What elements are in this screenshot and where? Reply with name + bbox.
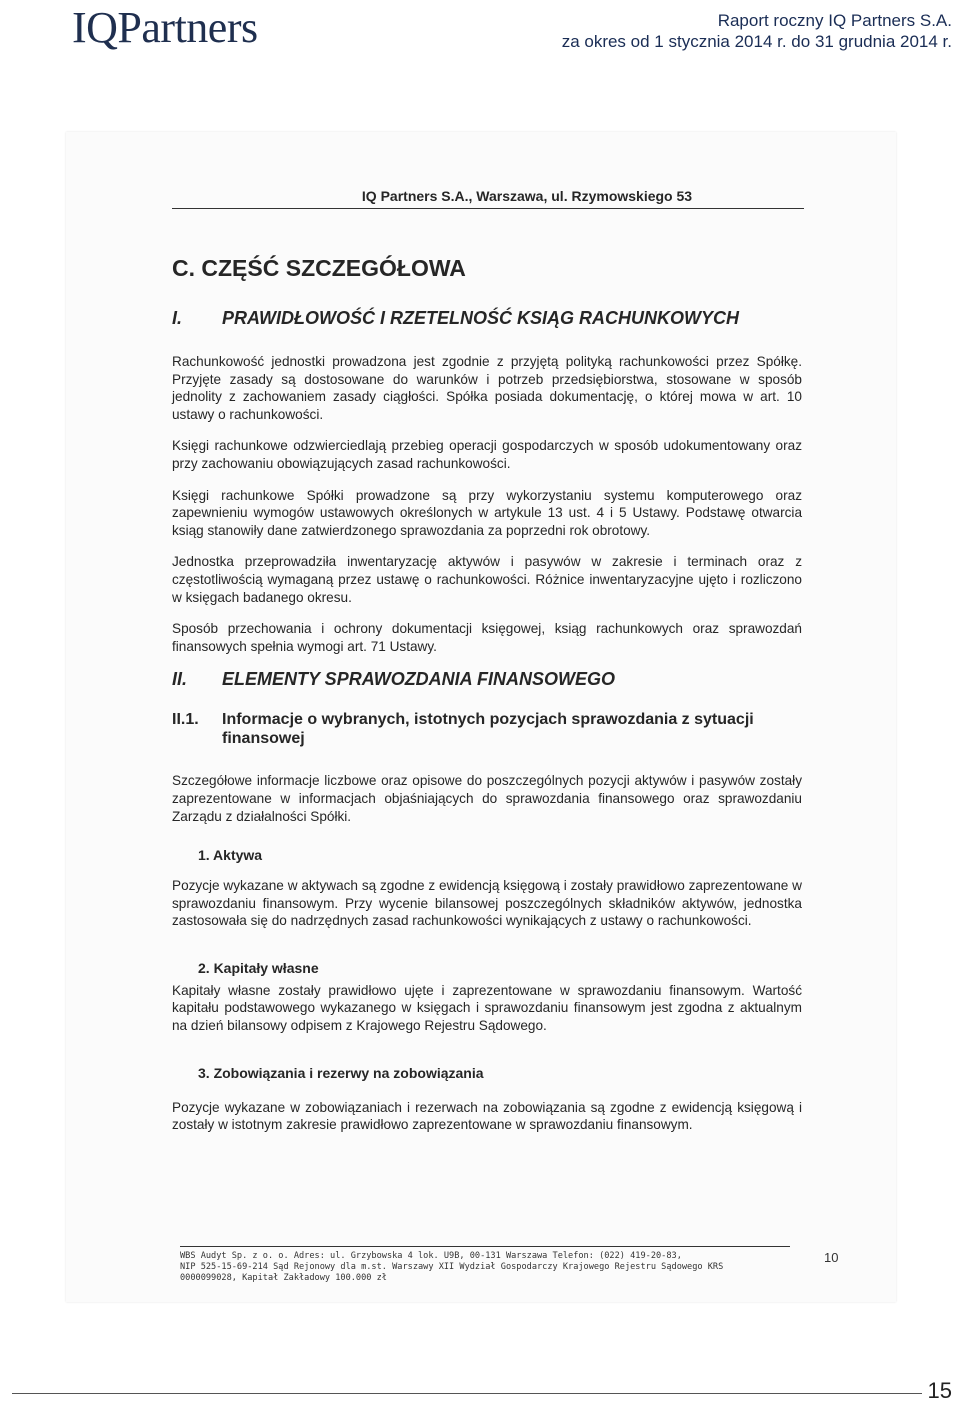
doc-header: IQ Partners S.A., Warszawa, ul. Rzymowskiego 53 xyxy=(361,188,693,204)
report-header xyxy=(562,10,952,52)
auditor-footer xyxy=(180,1246,790,1284)
footer-line: WBS Audyt Sp. z o. o. Adres: ul. Grzybowska 4 lok. U9B, 00-131 Warszawa Telefon: (022) 419-20-83, xyxy=(180,1251,682,1261)
item-1-heading: 1. Aktywa xyxy=(198,847,263,864)
section-1-title: PRAWIDŁOWOŚĆ I RZETELNOŚĆ KSIĄG RACHUNKOWYCH xyxy=(222,308,739,328)
page-number: 15 xyxy=(922,1378,952,1404)
paragraph: Księgi rachunkowe Spółki prowadzone są przy wykorzystaniu systemu komputerowego oraz zapewnieniu wymogów ustawowych określonych w artykule 13 ust. 4 i 5 Ustawy. Podstawę otwarcia ksiąg stanowiły dane zatwierdzonego sprawozdania za poprzedni rok obrotowy. xyxy=(172,487,802,538)
section-c-heading: C. CZĘŚĆ SZCZEGÓŁOWA xyxy=(172,255,466,281)
section-1-number: I. xyxy=(172,308,183,328)
section-1-heading xyxy=(172,308,802,329)
report-period: za okres od 1 stycznia 2014 r. do 31 grudnia 2014 r. xyxy=(561,32,952,51)
section-2-1-heading xyxy=(172,710,802,748)
report-title: Raport roczny IQ Partners S.A. xyxy=(717,11,952,30)
scanned-document-content xyxy=(172,188,802,1134)
section-2-heading xyxy=(172,669,802,690)
item-2-text: Kapitały własne zostały prawidłowo ujęte i zaprezentowane w sprawozdaniu finansowym. Wartość kapitału podstawowego wykazanego w księgach i sprawozdaniu finansowym jest zgodna z aktualnym na dzień bilansowy odpisem z Krajowego Rejestru Sądowego. xyxy=(172,982,802,1034)
paragraph: Księgi rachunkowe odzwierciedlają przebieg operacji gospodarczych w sposób udokumentowany oraz przy zachowaniu obowiązujących zasad rachunkowości. xyxy=(172,438,802,471)
item-1-text: Pozycje wykazane w aktywach są zgodne z ewidencją księgową i zostały prawidłowo zaprezentowane w sprawozdaniu finansowym. Przy wycenie bilansowej poszczególnych składników aktywów, jednostka zastosowała się do nadrzędnych zasad rachunkowości wynikających z ustawy o rachunkowości. xyxy=(172,878,802,929)
item-3-heading: 3. Zobowiązania i rezerwy na zobowiązania xyxy=(198,1064,484,1081)
footer-line: 0000099028, Kapitał Zakładowy 100.000 zł xyxy=(180,1273,387,1283)
section-2-number: II. xyxy=(172,669,188,690)
paragraph: Sposób przechowania i ochrony dokumentacji księgowej, ksiąg rachunkowych oraz sprawozdań finansowych spełnia wymogi art. 71 Ustawy. xyxy=(172,621,802,654)
item-3-text: Pozycje wykazane w zobowiązaniach i rezerwach na zobowiązania są zgodne z ewidencją księgową i zostały w istotnym zakresie prawidłowo zaprezentowane w sprawozdaniu finansowym. xyxy=(172,1099,802,1133)
section-2-1-number: II.1. xyxy=(172,711,199,729)
section-2-1-title: Informacje o wybranych, istotnych pozycjach sprawozdania z sytuacji finansowej xyxy=(222,711,754,748)
scanned-page-number: 10 xyxy=(824,1250,839,1265)
section-2-title: ELEMENTY SPRAWOZDANIA FINANSOWEGO xyxy=(222,669,616,690)
paragraph: Jednostka przeprowadziła inwentaryzację aktywów i pasywów w zakresie i terminach oraz z częstotliwością wymaganą przez ustawę o rachunkowości. Różnice inwentaryzacyjne ujęto i rozliczono w księgach badanego okresu. xyxy=(172,554,802,605)
doc-header-rule xyxy=(172,208,804,209)
paragraph: Rachunkowość jednostki prowadzona jest zgodnie z przyjętą polityką rachunkowości przez Spółkę. Przyjęte zasady są dostosowane do warunków i potrzeb przedsiębiorstwa, stosowane w sposób jednolity z zachowaniem zasady ciągłości. Spółka posiada dokumentację, o której mowa w art. 10 ustawy o rachunkowości. xyxy=(172,354,802,422)
bottom-rule xyxy=(12,1393,952,1394)
footer-line: NIP 525-15-69-214 Sąd Rejonowy dla m.st. Warszawy XII Wydział Gospodarczy Krajowego Rejestru Sądowego KRS xyxy=(180,1262,724,1272)
intro-paragraph: Szczegółowe informacje liczbowe oraz opisowe do poszczególnych pozycji aktywów i pasywów zostały zaprezentowane w informacjach objaśniających do sprawozdania finansowego oraz sprawozdaniu Zarządu z działalności Spółki. xyxy=(172,773,802,824)
iq-partners-logo: IQPartners xyxy=(72,3,258,52)
item-2-heading: 2. Kapitały własne xyxy=(198,959,319,976)
